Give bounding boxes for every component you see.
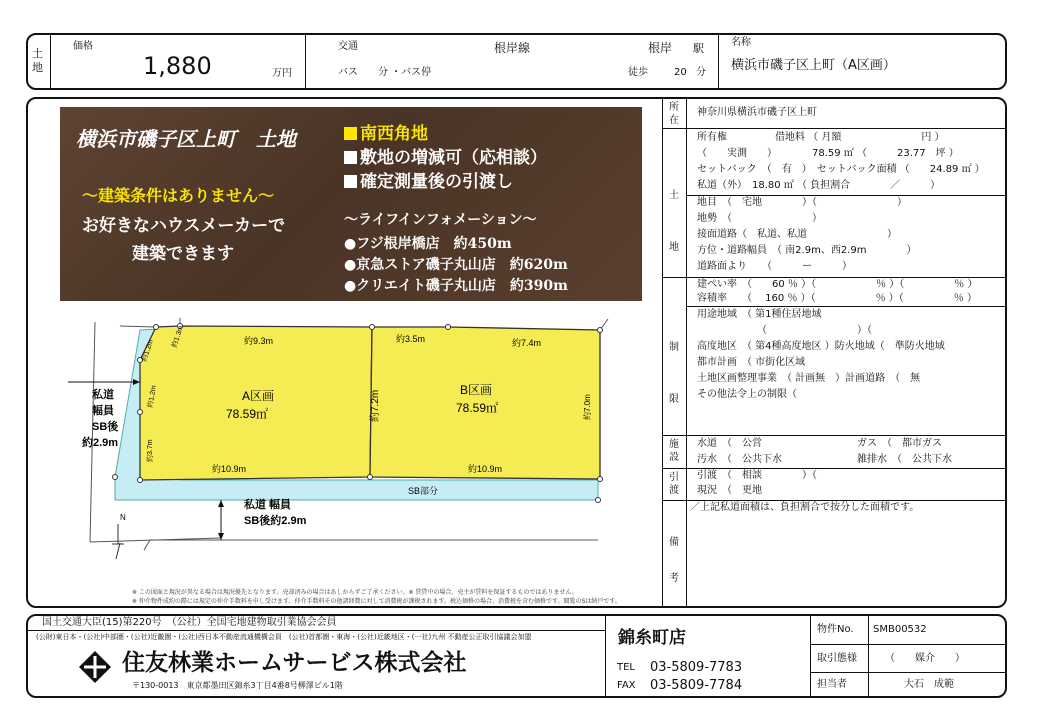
rights: 所有権 <box>697 132 727 143</box>
property-no: SMB00532 <box>873 624 927 635</box>
staff-label: 担当者 <box>817 679 847 690</box>
deal-value: （ 媒介 ） <box>885 653 965 664</box>
chimoku: 地目 （ 宅地 ）（ ） <box>697 197 907 208</box>
dim-a-top: 約9.3m <box>244 336 274 346</box>
license: 国土交通大臣(15)第220号 （公社）全国宅地建物取引業協会会員 <box>42 617 337 628</box>
gas: ガス （ 都市ガス <box>857 438 942 449</box>
dim-a-bottom: 約10.9m <box>212 464 247 474</box>
land-readjust: 土地区画整理事業 （ 計画無 ）計画道路 （ 無 <box>697 373 921 384</box>
north-label: N <box>120 513 126 522</box>
dim-b-top-left: 約3.5m <box>396 334 426 344</box>
banner-point-1: 南西角地 <box>344 119 428 144</box>
fax-number: 03-5809-7784 <box>650 678 743 693</box>
dim-a-left-mid: 約1.2m <box>147 384 158 409</box>
road-type: 接面道路（ 私道、私道 ） <box>697 229 897 240</box>
name-value: 横浜市磯子区上町（A区画） <box>731 58 896 73</box>
banner-no-condition: ～建築条件はありません～ <box>82 186 275 205</box>
city-plan: 都市計画 （ 市街化区域 <box>697 357 806 368</box>
facility-label: 施設 <box>669 439 679 463</box>
lot-a-label: A区画 <box>242 389 275 403</box>
station-suffix: 駅 <box>693 42 704 55</box>
remarks-label: 備考 <box>669 537 679 584</box>
dim-a-left-top2: 約1.3m <box>171 324 185 349</box>
banner-line2: 建築できます <box>132 244 234 264</box>
lot-b-area: 78.59㎡ <box>456 401 499 415</box>
lifeinfo-title: ～ライフインフォメーション～ <box>344 212 537 228</box>
shop-1: ●フジ根岸橋店 約450m <box>344 236 512 252</box>
dim-a-left-low: 約3.7m <box>147 439 154 462</box>
other-law: その他法令上の制限（ <box>697 389 797 400</box>
station-name: 根岸 <box>648 41 673 55</box>
setback: セットバック （ 有 ） セットバック面積 （ 24.89 ㎡ ） <box>697 164 985 175</box>
dim-b-left: 約7.2m <box>370 389 381 422</box>
walk-unit: 分 <box>696 67 706 78</box>
shop-2: ●京急ストア磯子丸山店 約620m <box>344 257 568 273</box>
zoning-2: （ ）（ <box>757 325 872 336</box>
transport-label: 交通 <box>338 41 358 52</box>
status: 現況 （ 更地 <box>697 485 762 496</box>
deal-label: 取引態様 <box>817 653 857 664</box>
location-label: 所在 <box>669 102 679 126</box>
site-map <box>60 312 642 592</box>
road-left-4: 約2.9m <box>82 437 119 449</box>
name-label: 名称 <box>731 37 751 48</box>
line-name: 根岸線 <box>494 41 531 55</box>
far: 容積率 （ 160 ％ ）（ ％ ）（ ％ ） <box>697 293 977 304</box>
promo-banner <box>60 107 642 301</box>
branch-name: 錦糸町店 <box>618 628 686 648</box>
location-value: 神奈川県横浜市磯子区上町 <box>697 107 817 118</box>
lot-a-area: 78.59㎡ <box>226 407 269 421</box>
property-no-label: 物件No. <box>817 624 854 635</box>
chisei: 地勢 （ ） <box>697 213 822 224</box>
price-value: 1,880 <box>143 52 212 80</box>
road-bottom-1: 私道 幅員 <box>244 499 292 511</box>
bcr: 建ぺい率 （ 60 ％ ）（ ％ ）（ ％ ） <box>697 279 978 290</box>
sewage: 汚水 （ 公共下水 <box>697 454 782 465</box>
walk-minutes: 20 <box>674 67 687 78</box>
bus-text: バス 分 ・バス停 <box>338 67 432 78</box>
handover: 引渡 （ 相談 ）（ <box>697 470 817 481</box>
note-1: ※ この図面と現況が異なる場合は現況優先となります。売却済みの場合はあしからずご了承ください。※ 賃貸中の場合、売主が賃料を保証するものではありません。 <box>132 589 578 596</box>
price-unit: 万円 <box>272 68 292 79</box>
handover-label: 引渡 <box>669 472 679 496</box>
water: 水道 （ 公営 <box>697 438 762 449</box>
dim-b-right: 約7.0m <box>583 394 592 420</box>
note-2: ※ 仲介物件成約の際には規定の仲介手数料を申し受けます。仲介手数料その他諸経費に対して消費税が課税されます。税込価格の場合、消費税を含む価格です。閲覧のSは納戸です。 <box>132 598 621 605</box>
zoning: 用途地域 （ 第1種住居地域 <box>697 309 822 320</box>
banner-title: 横浜市磯子区上町 土地 <box>76 127 296 151</box>
lot-a <box>140 326 372 480</box>
lease-fee: 借地料 （ 月額 円 ） <box>775 132 945 143</box>
height-district: 高度地区 （ 第4種高度地区 ）防火地域（ 準防火地域 <box>697 341 945 352</box>
banner-point-3: 確定測量後の引渡し <box>344 167 513 192</box>
land-label: 土地 <box>669 190 679 253</box>
lot-b-label: B区画 <box>460 383 493 397</box>
shop-3: ●クリエイト磯子丸山店 約390m <box>344 278 568 294</box>
measured: （ 実測 ） 78.59 ㎡ （ 23.77 坪 ） <box>697 148 959 159</box>
dim-b-bottom: 約10.9m <box>468 464 503 474</box>
company-address: 〒130-0013 東京都墨田区錦糸3丁目4番8号柳澤ビル1階 <box>132 681 343 690</box>
price-label: 価格 <box>73 41 93 52</box>
road-left-1: 私道 <box>92 389 114 401</box>
banner-line1: お好きなハウスメーカーで <box>82 216 286 236</box>
road-left-2: 幅員 <box>92 405 114 417</box>
dim-b-top-right: 約7.4m <box>512 338 542 348</box>
private-road: 私道（外） 18.80 ㎡ （ 負担割合 ／ ） <box>697 180 941 191</box>
restrict-label: 制限 <box>669 342 679 405</box>
company-logo-icon <box>78 650 112 684</box>
sb-label: SB部分 <box>408 486 439 496</box>
road-level: 道路面より （ ー ） <box>697 261 852 272</box>
associations: (公財)東日本・(公社)中部圏・(公社)近畿圏・(公社)西日本不動産流通機構会員 (公社)首都圏・東海・(公社)近畿地区・(一社)九州 不動産公正取引協議会加盟 <box>36 633 532 641</box>
fax-label: FAX <box>617 680 636 691</box>
remarks: ／上記私道面積は、負担割合で按分した面積です。 <box>690 502 920 513</box>
road-width: 方位・道路幅員 （ 南2.9m、西2.9m ） <box>697 245 917 256</box>
company-name: 住友林業ホームサービス株式会社 <box>122 650 467 676</box>
drain: 雑排水 （ 公共下水 <box>857 454 952 465</box>
dim-a-left-top: 約1.2m <box>141 338 155 363</box>
walk-label: 徒歩 <box>628 67 648 78</box>
banner-point-2: 敷地の増減可（応相談） <box>344 143 547 168</box>
road-left-3: SB後 <box>92 421 119 433</box>
kind-label: 土地 <box>32 47 43 74</box>
tel-label: TEL <box>617 662 635 673</box>
staff-name: 大石 成範 <box>904 679 954 690</box>
tel-number: 03-5809-7783 <box>650 660 743 675</box>
road-bottom-2: SB後約2.9m <box>244 515 307 527</box>
